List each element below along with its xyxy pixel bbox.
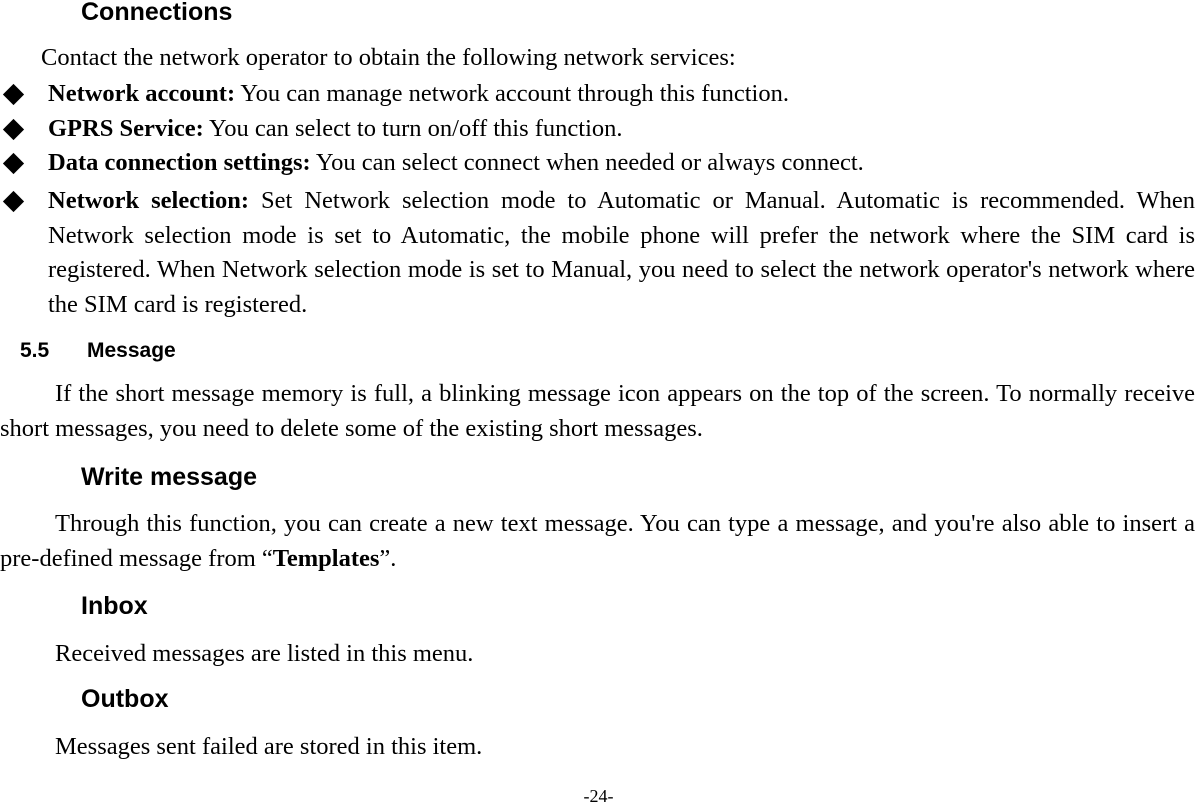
connections-heading: Connections xyxy=(81,0,233,26)
diamond-bullet-icon xyxy=(3,153,24,174)
outbox-text: Messages sent failed are stored in this item. xyxy=(55,733,483,760)
bullet-term: Network account: xyxy=(48,80,236,107)
bullet-term: Data connection settings: xyxy=(48,149,311,176)
section-number: 5.5 xyxy=(20,339,50,362)
bullet-description: You can manage network account through this function. xyxy=(235,80,789,107)
bullet-text xyxy=(48,77,1195,112)
write-message-heading: Write message xyxy=(81,463,258,491)
bullet-text xyxy=(48,112,1195,147)
bullet-description: Set Network selection mode to Automatic or Manual. Automatic is recommended. When Network selection mode is set to Automatic, the mobile phone will prefer the network where the SIM card is registered. When Network selection mode is set to Manual, you need to select the network operator's network where the SIM card is registered. xyxy=(48,187,1195,318)
write-message-body: Through this function, you can create a new text message. You can type a message, and you're also able to insert a pre-defined message from “ xyxy=(0,510,1195,572)
connections-intro: Contact the network operator to obtain the following network services: xyxy=(41,44,736,71)
diamond-bullet-icon xyxy=(3,191,24,212)
write-message-text xyxy=(0,507,1195,576)
inbox-text: Received messages are listed in this menu. xyxy=(55,640,474,667)
inbox-heading: Inbox xyxy=(81,592,148,620)
outbox-heading: Outbox xyxy=(81,685,169,713)
bullet-term: GPRS Service: xyxy=(48,115,204,142)
bullet-text xyxy=(48,146,1195,181)
message-intro: If the short message memory is full, a blinking message icon appears on the top of the screen. To normally receive short messages, you need to delete some of the existing short messages. xyxy=(0,380,1195,442)
templates-term: Templates xyxy=(272,544,380,572)
diamond-bullet-icon xyxy=(3,84,24,105)
write-message-closing: ”. xyxy=(379,544,397,572)
diamond-bullet-icon xyxy=(3,119,24,140)
page-number: -24- xyxy=(583,786,614,806)
section-title: Message xyxy=(87,339,176,362)
bullet-text xyxy=(48,184,1195,322)
bullet-description: You can select connect when needed or always connect. xyxy=(310,149,864,176)
bullet-description: You can select to turn on/off this function. xyxy=(203,115,623,142)
bullet-term: Network selection: xyxy=(48,187,250,214)
